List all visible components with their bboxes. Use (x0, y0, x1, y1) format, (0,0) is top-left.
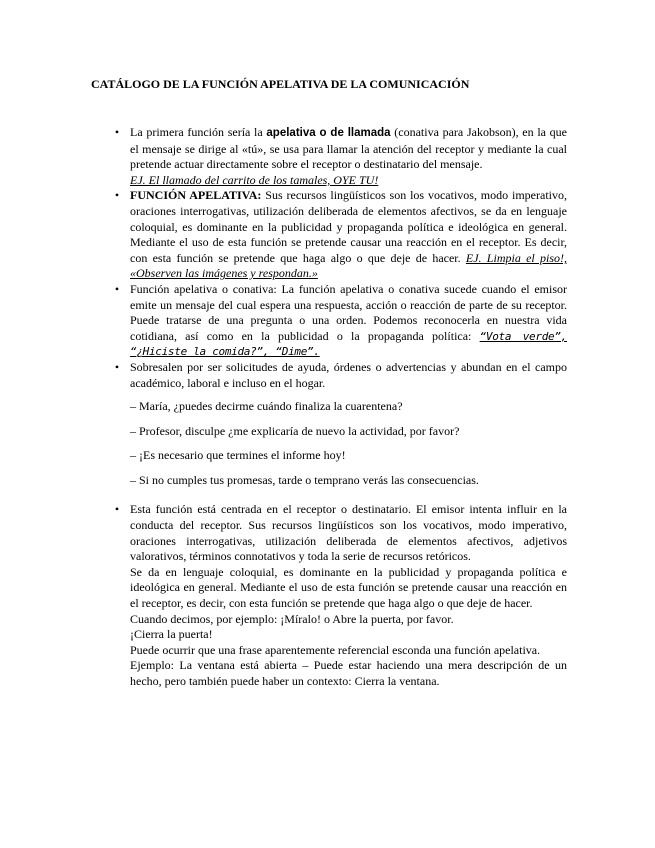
dash-example: – ¡Es necesario que termines el informe hoy! (130, 448, 346, 463)
bullet-icon: • (114, 502, 120, 517)
bullet-icon: • (114, 188, 120, 203)
bullet-icon: • (114, 125, 120, 139)
item-bold-text: apelativa o de llamada (266, 127, 391, 139)
example-text: “Vota verde”, “¿Hiciste la comida?”, “Dime”. (130, 329, 567, 359)
item-text: (conativa para Jakobson), en la que el mensaje se dirige al «tú», se usa para llamar la atención del receptor y mediante la cual pretende actuar directamente sobre el receptor o destinatario del mensaje. (130, 125, 568, 172)
item-paragraph: Se da en lenguaje coloquial, es dominante en la publicidad y propaganda política e ideológica en general. Mediante el uso de esta función se pretende causar una reacción en el receptor, es decir, con esta función se pretende que haga algo o que deje de hacer. (130, 564, 567, 611)
bullet-list (114, 125, 568, 690)
example-text: EJ. Limpia el piso!, «Observen las imágenes y respondan.» (130, 250, 567, 281)
item-text: La primera función sería la (130, 125, 267, 139)
dash-example: – Si no cumples tus promesas, tarde o temprano verás las consecuencias. (130, 472, 479, 487)
list-item (114, 502, 567, 689)
item-paragraph: Esta función está centrada en el receptor o destinatario. El emisor intenta influir en la conducta del receptor. Sus recursos lingüísticos son los vocativos, modo imperativo, oraciones interrogativas, utilización deliberada de elementos afectivos, adjetivos valorativos, términos connotativos y toda la serie de recursos retóricos. (130, 502, 567, 564)
dash-example: – María, ¿puedes decirme cuándo finaliza la cuarentena? (130, 399, 403, 414)
item-text: Sus recursos lingüísticos son los vocativos, modo imperativo, oraciones interrogativas, utilización deliberada de elementos afectivos, se da en lenguaje coloquial, es dominante en la publicidad y propaganda política e ideológica en general. Mediante el uso de esta función se pretende causar una reacción en el receptor. Es decir, con esta función se pretende que haga algo o que deje de hacer. (130, 188, 567, 265)
item-paragraph: Puede ocurrir que una frase aparentemente referencial esconda una función apelativa. (130, 642, 541, 657)
item-paragraph: ¡Cierra la puerta! (130, 627, 213, 642)
item-paragraph: Ejemplo: La ventana está abierta – Puede estar haciendo una mera descripción de un hecho, pero también puede haber un contexto: Cierra la ventana. (130, 658, 567, 688)
dash-example: – Profesor, disculpe ¿me explicaría de nuevo la actividad, por favor? (130, 423, 460, 438)
list-item (114, 188, 567, 282)
bullet-icon: • (114, 359, 120, 374)
bullet-icon: • (114, 281, 120, 296)
list-item (114, 359, 567, 391)
item-bold-text: FUNCIÓN APELATIVA: (130, 188, 262, 203)
item-text: Sobresalen por ser solicitudes de ayuda, órdenes o advertencias y abundan en el campo académico, laboral e incluso en el hogar. (130, 359, 567, 390)
list-item (114, 281, 567, 360)
example-text: EJ. El llamado del carrito de los tamales, OYE TU! (130, 172, 379, 187)
list-item (114, 125, 568, 188)
item-paragraph: Cuando decimos, por ejemplo: ¡Míralo! o Abre la puerta, por favor. (130, 611, 454, 626)
item-text: Función apelativa o conativa: La función apelativa o conativa sucede cuando el emisor emite un mensaje del cual espera una respuesta, acción o reacción de parte de su receptor. Puede tratarse de una pregunta o una orden. Podemos reconocerla en nuestra vida cotidiana, así como en la publicidad o la propaganda política: (130, 281, 567, 343)
example-list (130, 399, 567, 488)
page-title: CATÁLOGO DE LA FUNCIÓN APELATIVA DE LA COMUNICACIÓN (91, 77, 470, 91)
